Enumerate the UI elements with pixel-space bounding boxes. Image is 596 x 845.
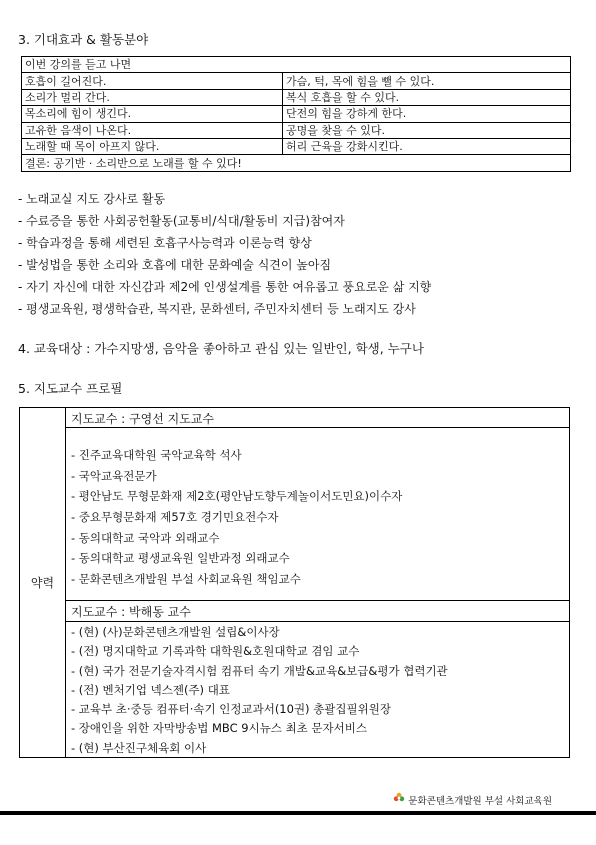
- table-row: [22, 138, 571, 154]
- footer-rule: [0, 811, 596, 815]
- table-row: [22, 155, 571, 171]
- table-row: [22, 122, 571, 138]
- list-item: - (현) (사)문화콘텐츠개발원 설립&이사장: [71, 625, 280, 639]
- list-item: - 동의대학교 평생교육원 일반과정 외래교수: [71, 551, 290, 566]
- table-row: [22, 57, 571, 73]
- table-row: [22, 73, 571, 89]
- target-heading: 4. 교육대상 : 가수지망생, 음악을 좋아하고 관심 있는 일반인, 학생, 누구나: [18, 341, 424, 356]
- table-cell: 고유한 음색이 나온다.: [22, 122, 283, 138]
- table-cell: 허리 근육을 강화시킨다.: [283, 138, 571, 154]
- divider: [66, 427, 569, 428]
- table-cell: 목소리에 힘이 생긴다.: [22, 106, 283, 122]
- list-item: - 교육부 초·중등 컴퓨터·속기 인정교과서(10권) 총괄집필위원장: [71, 702, 391, 717]
- profile-row-label: 약력: [20, 408, 66, 757]
- table-row: [22, 106, 571, 122]
- table-cell: 복식 호흡을 할 수 있다.: [283, 89, 571, 105]
- list-item: - 장애인을 위한 자막방송법 MBC 9시뉴스 최초 문자서비스: [71, 721, 367, 736]
- list-item: - 평안남도 무형문화재 제2호(평안남도향두계놀이서도민요)이수자: [71, 489, 403, 504]
- professor1-career-list: [71, 445, 402, 590]
- flower-logo-icon: [393, 792, 405, 807]
- profile-table: [19, 407, 570, 758]
- list-item: - 문화콘텐츠개발원 부설 사회교육원 책임교수: [71, 572, 301, 587]
- list-item: - 평생교육원, 평생학습관, 복지관, 문화센터, 주민자치센터 등 노래지도 강사: [18, 302, 416, 317]
- table-cell: 소리가 멀리 간다.: [22, 89, 283, 105]
- list-item: - (전) 벤처기업 넥스젠(주) 대표: [71, 682, 230, 697]
- divider: [66, 600, 569, 601]
- list-item: - 수료증을 통한 사회공헌활동(교통비/식대/활동비 지급)참여자: [18, 214, 345, 229]
- list-item: - 자기 자신에 대한 자신감과 제2에 인생설계를 통한 여유롭고 풍요로운 삶 지향: [18, 280, 432, 295]
- professor2-career-list: [71, 623, 448, 758]
- profile-heading: 5. 지도교수 프로필: [18, 381, 123, 396]
- table-conclusion-cell: 결론: 공기반 · 소리반으로 노래를 할 수 있다!: [22, 155, 571, 171]
- table-cell: 호흡이 길어진다.: [22, 73, 283, 89]
- list-item: - 진주교육대학원 국악교육학 석사: [71, 448, 242, 462]
- benefits-table: [21, 56, 571, 172]
- professor2-label: 지도교수 : 박해동 교수: [71, 605, 191, 619]
- table-cell: 가슴, 턱, 목에 힘을 뺄 수 있다.: [283, 73, 571, 89]
- table-cell: 공명을 찾을 수 있다.: [283, 122, 571, 138]
- list-item: - (현) 국가 전문기술자격시험 컴퓨터 속기 개발&교육&보급&평가 협력기관: [71, 663, 448, 678]
- table-row: [22, 89, 571, 105]
- professor1-label: 지도교수 : 구영선 지도교수: [71, 412, 214, 426]
- activities-list: [18, 188, 431, 321]
- footer: [393, 792, 552, 807]
- list-item: - 학습과정을 통해 세련된 호흡구사능력과 이론능력 향상: [18, 236, 312, 251]
- benefits-heading: 3. 기대효과 & 활동분야: [18, 32, 149, 47]
- list-item: - (현) 부산진구체육회 이사: [71, 740, 207, 755]
- list-item: - 국악교육전문가: [71, 468, 157, 483]
- divider: [66, 621, 569, 622]
- list-item: - 노래교실 지도 강사로 활동: [18, 192, 166, 206]
- list-item: - 동의대학교 국악과 외래교수: [71, 530, 220, 545]
- list-item: - 중요무형문화재 제57호 경기민요전수자: [71, 510, 279, 525]
- list-item: - 발성법을 통한 소리와 호흡에 대한 문화예술 식견이 높아짐: [18, 258, 332, 273]
- table-cell: 단전의 힘을 강하게 한다.: [283, 106, 571, 122]
- table-cell: 노래할 때 목이 아프지 않다.: [22, 138, 283, 154]
- table-header-cell: 이번 강의를 듣고 나면: [22, 57, 571, 73]
- footer-text: 문화콘텐츠개발원 부설 사회교육원: [408, 795, 552, 807]
- list-item: - (전) 명지대학교 기록과학 대학원&호원대학교 겸임 교수: [71, 644, 360, 659]
